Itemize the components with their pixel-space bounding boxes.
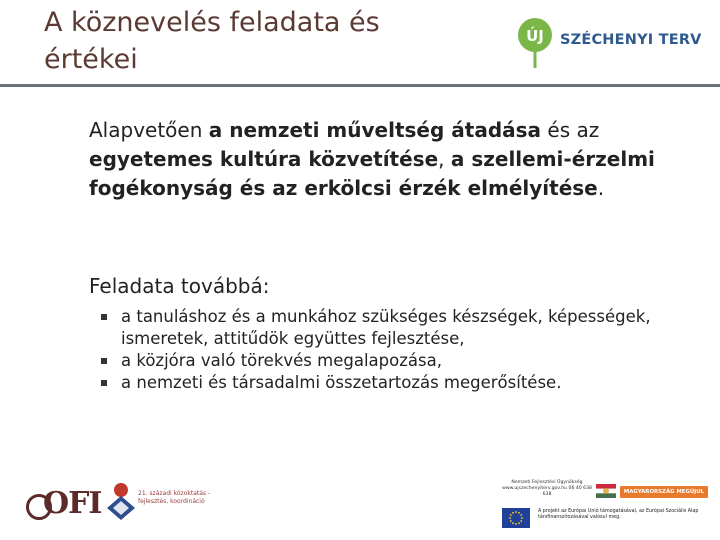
eu-flag-icon	[502, 508, 530, 528]
intro-text-4: .	[597, 176, 605, 200]
intro-text-2: és az	[541, 118, 600, 142]
intro-bold-2: egyetemes kultúra közvetítése	[89, 147, 439, 171]
szechenyi-terv-logo	[516, 16, 716, 68]
list-item: a közjóra való törekvés megalapozása,	[100, 350, 700, 372]
ofi-logo	[26, 486, 102, 524]
kozoktatas-text: 21. századi közoktatás - fejlesztés, koordináció	[138, 490, 211, 505]
tasks-heading: Feladata továbbá:	[89, 274, 270, 298]
tasks-list	[100, 306, 700, 394]
list-item: a tanuláshoz és a munkához szükséges készségek, képességek, ismeretek, attitűdök együttes fejlesztése,	[100, 306, 700, 350]
list-item: a nemzeti és társadalmi összetartozás megerősítése.	[100, 372, 700, 394]
intro-bold-3: a szellemi-érzelmi fogékonyság és az erkölcsi érzék elmélyítése	[89, 147, 655, 200]
intro-text-3: ,	[438, 147, 451, 171]
kozoktatas-logo	[104, 480, 224, 530]
eu-support-logos	[496, 478, 710, 536]
page-title: A köznevelés feladata és értékei	[44, 7, 380, 75]
title-divider	[0, 84, 720, 87]
nfu-text: Nemzeti Fejlesztési Ügynökség www.ujszechenyiterv.gov.hu 06 40 638 638	[502, 480, 592, 497]
szechenyi-terv-text: SZÉCHENYI TERV	[560, 32, 702, 48]
magyarorszag-megujul-banner: MAGYARORSZÁG MEGÚJUL	[620, 486, 708, 498]
uj-szechenyi-terv-mark-icon	[516, 16, 554, 68]
esf-text: A projekt az Európai Unió támogatásával, az Európai Szociális Alap társfinanszírozásával valósul meg.	[538, 509, 699, 521]
svg-text:ÚJ: ÚJ	[526, 27, 544, 45]
ofi-logo-text: OFI	[43, 486, 102, 521]
hungarian-flag-icon	[596, 484, 616, 498]
intro-bold-1: a nemzeti műveltség átadása	[208, 118, 542, 142]
intro-text-1: Alapvetően	[89, 118, 209, 142]
kozoktatas-emblem-icon	[104, 482, 138, 522]
intro-paragraph	[89, 116, 689, 203]
